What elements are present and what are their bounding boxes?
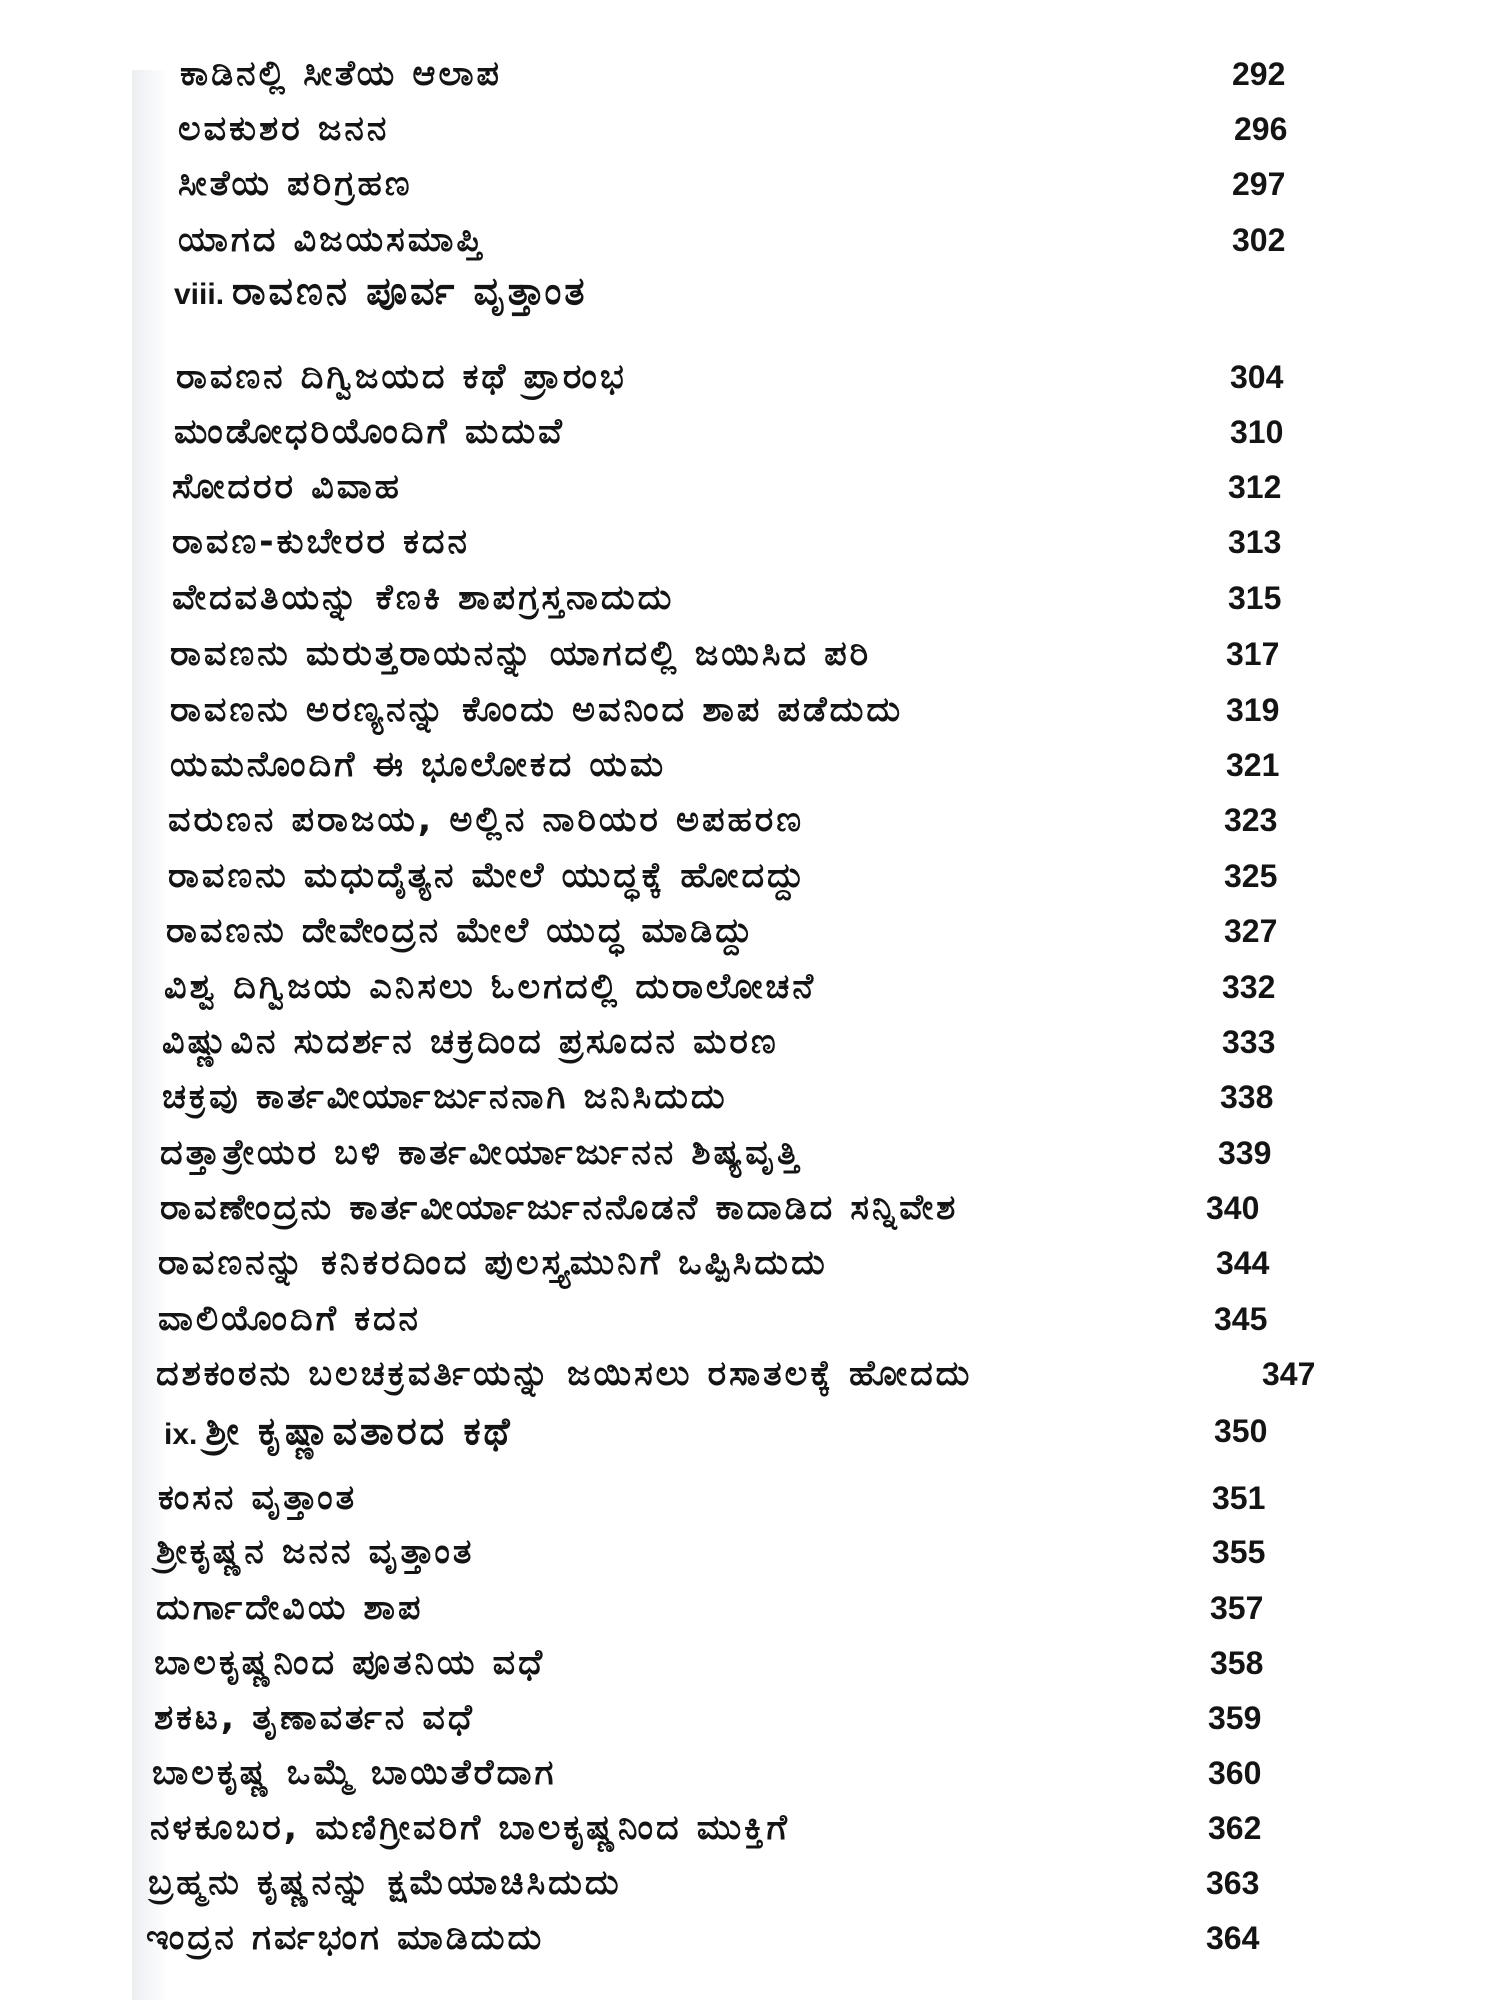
toc-entry xyxy=(0,1910,1500,1966)
toc-entry xyxy=(0,959,1500,1015)
toc-page-number: 327 xyxy=(1224,913,1278,949)
toc-entry-title-line xyxy=(158,1291,421,1347)
toc-entry-title-line xyxy=(178,156,413,212)
toc-entry-title-line xyxy=(150,1800,790,1856)
toc-entry xyxy=(0,156,1500,212)
toc-entry-title: ದತ್ತಾತ್ರೇಯರ ಬಳಿ ಕಾರ್ತವೀರ್ಯಾರ್ಜುನನ ಶಿಷ್ಯವೃತ್ತಿ xyxy=(160,1133,802,1173)
toc-entry xyxy=(0,1580,1500,1636)
toc-entry-title: ವಿಶ್ವ ದಿಗ್ವಿಜಯ ಎನಿಸಲು ಓಲಗದಲ್ಲಿ ದುರಾಲೋಚನೆ xyxy=(164,967,817,1007)
toc-entry-title-line xyxy=(164,959,816,1015)
toc-entry-title: ಬಾಲಕೃಷ್ಣನಿಂದ ಪೂತನಿಯ ವಧೆ xyxy=(154,1643,546,1683)
toc-entry-title-line xyxy=(164,1403,513,1463)
toc-section-heading xyxy=(0,263,1500,319)
toc-entry xyxy=(0,570,1500,626)
toc-entry-title-line xyxy=(158,1235,828,1291)
toc-entry-title-line xyxy=(174,404,565,460)
toc-page-number: 315 xyxy=(1228,580,1282,616)
toc-entry xyxy=(0,792,1500,848)
toc-entry-title: ವಿಷ್ಣುವಿನ ಸುದರ್ಶನ ಚಕ್ರದಿಂದ ಪ್ರಸೂದನ ಮರಣ xyxy=(162,1022,779,1062)
toc-entry xyxy=(0,46,1500,102)
toc-entry-title: ಸೀತೆಯ ಪರಿಗ್ರಹಣ xyxy=(178,164,413,204)
toc-entry-title: ಯಾಗದ ವಿಜಯಸಮಾಪ್ತಿ xyxy=(178,220,485,260)
toc-page-number: 344 xyxy=(1216,1245,1270,1281)
toc-page-number: 304 xyxy=(1230,359,1284,395)
toc-page-number: 310 xyxy=(1230,414,1284,450)
toc-entry-title-line xyxy=(160,1180,958,1236)
toc-entry-title-line xyxy=(170,737,666,793)
toc-entry-title-line xyxy=(170,682,903,738)
toc-entry xyxy=(0,1014,1500,1070)
toc-entry-title-line xyxy=(154,1635,545,1691)
toc-entry-title: ಲವಕುಶರ ಜನನ xyxy=(178,109,390,149)
toc-entry-title-line xyxy=(162,1014,779,1070)
toc-entry-title-line xyxy=(156,1580,423,1636)
toc-entry-title-line xyxy=(160,1125,802,1181)
toc-page-number: 312 xyxy=(1228,469,1282,505)
toc-page-number: 360 xyxy=(1208,1755,1262,1791)
toc-entry-title-line xyxy=(178,101,389,157)
toc-entry-title-line xyxy=(176,349,627,405)
toc-entry-title-line xyxy=(170,626,871,682)
toc-entry xyxy=(0,1125,1500,1181)
toc-entry-title: ಬ್ರಹ್ಮನು ಕೃಷ್ಣನನ್ನು ಕ್ಷಮೆಯಾಚಿಸಿದುದು xyxy=(148,1863,622,1903)
toc-page-number: 323 xyxy=(1224,802,1278,838)
toc-page-number: 355 xyxy=(1212,1534,1266,1570)
toc-entry-title-line xyxy=(156,1524,474,1580)
toc-page-number: 364 xyxy=(1206,1920,1260,1956)
toc-page-number: 332 xyxy=(1222,969,1276,1005)
toc-entry xyxy=(0,1291,1500,1347)
toc-entry-title: ಬಾಲಕೃಷ್ಣ ಒಮ್ಮೆ ಬಾಯಿತೆರೆದಾಗ xyxy=(152,1753,557,1793)
toc-entry xyxy=(0,1235,1500,1291)
toc-page-number: 350 xyxy=(1214,1413,1268,1449)
toc-entry-title-line xyxy=(180,46,502,102)
toc-entry xyxy=(0,1346,1500,1402)
toc-entry-title: ರಾವಣೇಂದ್ರನು ಕಾರ್ತವೀರ್ಯಾರ್ಜುನನೊಡನೆ ಕಾದಾಡಿದ ಸನ್ನಿವೇಶ xyxy=(160,1188,959,1228)
toc-entry xyxy=(0,626,1500,682)
toc-section-heading xyxy=(0,1403,1500,1459)
toc-entry-title-line xyxy=(156,1346,972,1402)
toc-page-number: 325 xyxy=(1224,858,1278,894)
toc-entry-title: ಶಕಟ, ತೃಣಾವರ್ತನ ವಧೆ xyxy=(154,1698,475,1738)
toc-entry xyxy=(0,212,1500,268)
toc-page-number: 317 xyxy=(1226,636,1280,672)
toc-entry-title: ರಾವಣನು ಮರುತ್ತರಾಯನನ್ನು ಯಾಗದಲ್ಲಿ ಜಯಿಸಿದ ಪರಿ xyxy=(170,634,872,674)
toc-entry xyxy=(0,1855,1500,1911)
toc-entry xyxy=(0,1069,1500,1125)
toc-entry-title: ರಾವಣ-ಕುಬೇರರ ಕದನ xyxy=(172,522,470,562)
toc-entry xyxy=(0,1635,1500,1691)
toc-entry xyxy=(0,1524,1500,1580)
toc-entry-title: ರಾವಣನನ್ನು ಕನಿಕರದಿಂದ ಪುಲಸ್ತ್ಯಮುನಿಗೆ ಒಪ್ಪಿಸಿದುದು xyxy=(158,1243,828,1283)
toc-page-number: 302 xyxy=(1232,222,1286,258)
toc-entry-title: ದುರ್ಗಾದೇವಿಯ ಶಾಪ xyxy=(156,1588,424,1628)
toc-entry-title-line xyxy=(152,1745,556,1801)
toc-page-number: 333 xyxy=(1222,1024,1276,1060)
toc-page-number: 362 xyxy=(1208,1810,1262,1846)
toc-entry-title: ರಾವಣನ ಪೂರ್ವ ವೃತ್ತಾಂತ xyxy=(232,269,588,313)
toc-entry-title: ಶ್ರೀ ಕೃಷ್ಣಾವತಾರದ ಕಥೆ xyxy=(205,1409,513,1453)
toc-page-number: 340 xyxy=(1206,1190,1260,1226)
toc-entry xyxy=(0,1690,1500,1746)
toc-entry xyxy=(0,682,1500,738)
toc-entry-title: ವಾಲಿಯೊಂದಿಗೆ ಕದನ xyxy=(158,1299,422,1339)
toc-page-number: 297 xyxy=(1232,166,1286,202)
toc-entry-title-line xyxy=(154,1690,475,1746)
toc-entry-title: ಯಮನೊಂದಿಗೆ ಈ ಭೂಲೋಕದ ಯಮ xyxy=(170,745,667,785)
toc-entry-title: ಶ್ರೀಕೃಷ್ಣನ ಜನನ ವೃತ್ತಾಂತ xyxy=(156,1532,475,1572)
toc-entry-title: ಮಂಡೋಧರಿಯೊಂದಿಗೆ ಮದುವೆ xyxy=(174,412,565,452)
toc-entry-title: ರಾವಣನು ದೇವೇಂದ್ರನ ಮೇಲೆ ಯುದ್ಧ ಮಾಡಿದ್ದು xyxy=(166,911,756,951)
toc-entry-title-line xyxy=(178,212,485,268)
toc-entry xyxy=(0,903,1500,959)
toc-entry-title-line xyxy=(168,848,807,904)
toc-entry-title: ರಾವಣನು ಮಧುದೈತ್ಯನ ಮೇಲೆ ಯುದ್ಧಕ್ಕೆ ಹೋದದ್ದು xyxy=(168,856,807,896)
toc-entry-title-line xyxy=(148,1855,622,1911)
toc-entry xyxy=(0,737,1500,793)
toc-entry xyxy=(0,848,1500,904)
toc-entry-title: ಕಂಸನ ವೃತ್ತಾಂತ xyxy=(158,1478,358,1518)
toc-entry xyxy=(0,1800,1500,1856)
toc-page-number: 296 xyxy=(1234,111,1288,147)
toc-entry-title-line xyxy=(172,514,470,570)
toc-entry xyxy=(0,514,1500,570)
toc-entry-title-line xyxy=(146,1910,544,1966)
toc-entry-title: ವರುಣನ ಪರಾಜಯ, ಅಲ್ಲಿನ ನಾರಿಯರ ಅಪಹರಣ xyxy=(168,800,805,840)
toc-entry-title: ಇಂದ್ರನ ಗರ್ವಭಂಗ ಮಾಡಿದುದು xyxy=(146,1918,545,1958)
toc-entry xyxy=(0,1180,1500,1236)
toc-entry xyxy=(0,349,1500,405)
toc-page-number: 351 xyxy=(1212,1480,1266,1516)
toc-entry-title-line xyxy=(172,459,402,515)
toc-entry-title-line xyxy=(166,903,755,959)
toc-entry xyxy=(0,459,1500,515)
toc-page-number: 319 xyxy=(1226,692,1280,728)
toc-entry-title: ಚಕ್ರವು ಕಾರ್ತವೀರ್ಯಾರ್ಜುನನಾಗಿ ಜನಿಸಿದುದು xyxy=(162,1077,728,1117)
toc-entry-title-line xyxy=(168,792,804,848)
toc-entry-title: ವೇದವತಿಯನ್ನು ಕೆಣಕಿ ಶಾಪಗ್ರಸ್ತನಾದುದು xyxy=(172,578,675,618)
toc-page-number: 339 xyxy=(1218,1135,1272,1171)
toc-entry-title: ರಾವಣನ ದಿಗ್ವಿಜಯದ ಕಥೆ ಪ್ರಾರಂಭ xyxy=(176,357,627,397)
toc-entry-title: ನಳಕೂಬರ, ಮಣಿಗ್ರೀವರಿಗೆ ಬಾಲಕೃಷ್ಣನಿಂದ ಮುಕ್ತಿಗೆ xyxy=(150,1808,790,1848)
toc-page-number: 359 xyxy=(1208,1700,1262,1736)
toc-entry-title-line xyxy=(172,570,674,626)
toc-page-number: 357 xyxy=(1210,1590,1264,1626)
toc-page-number: 358 xyxy=(1210,1645,1264,1681)
toc-entry xyxy=(0,1470,1500,1526)
toc-entry xyxy=(0,1745,1500,1801)
toc-page-number: 321 xyxy=(1226,747,1280,783)
toc-entry-title: ಕಾಡಿನಲ್ಲಿ ಸೀತೆಯ ಆಲಾಪ xyxy=(180,54,502,94)
toc-entry-title-line xyxy=(158,1470,357,1526)
toc-page-number: 347 xyxy=(1262,1356,1316,1392)
section-number: viii. xyxy=(174,278,225,311)
toc-entry xyxy=(0,101,1500,157)
toc-page-number: 292 xyxy=(1232,56,1286,92)
toc-entry-title: ರಾವಣನು ಅರಣ್ಯನನ್ನು ಕೊಂದು ಅವನಿಂದ ಶಾಪ ಪಡೆದುದು xyxy=(170,690,904,730)
toc-entry-title-line xyxy=(162,1069,728,1125)
toc-entry-title: ದಶಕಂಠನು ಬಲಚಕ್ರವರ್ತಿಯನ್ನು ಜಯಿಸಲು ರಸಾತಲಕ್ಕೆ ಹೋದದು xyxy=(156,1354,973,1394)
toc-page-number: 338 xyxy=(1220,1079,1274,1115)
toc-page-number: 313 xyxy=(1228,524,1282,560)
section-number: ix. xyxy=(164,1418,198,1451)
toc-entry xyxy=(0,404,1500,460)
toc-page-number: 345 xyxy=(1214,1301,1268,1337)
toc-page-number: 363 xyxy=(1206,1865,1260,1901)
toc-entry-title: ಸೋದರರ ವಿವಾಹ xyxy=(172,467,402,507)
toc-entry-title-line xyxy=(174,263,588,323)
